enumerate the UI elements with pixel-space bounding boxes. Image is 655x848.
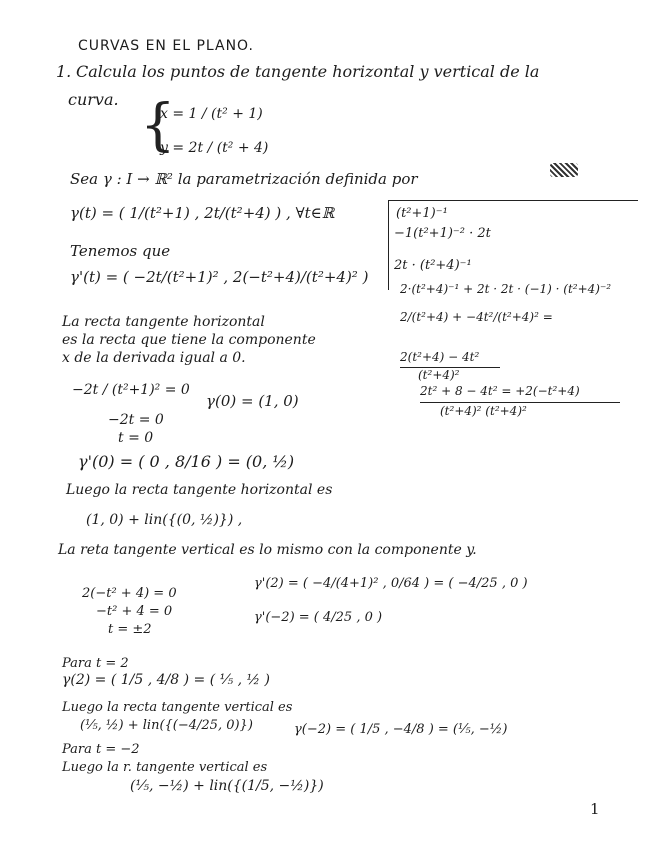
- eq-gamma-2: γ(2) = ( 1/5 , 4/8 ) = ( ⅕ , ½ ): [62, 672, 271, 688]
- eq-x-zero: −2t / (t²+1)² = 0: [72, 382, 190, 398]
- eq-minus2t: −2t = 0: [108, 412, 164, 428]
- line-vertical-result-2: Luego la r. tangente vertical es: [62, 760, 268, 775]
- line-gamma: γ(t) = ( 1/(t²+1) , 2t/(t²+4) ) , ∀t∈ℝ: [70, 204, 335, 222]
- eq-gamma-prime-0: γ'(0) = ( 0 , 8/16 ) = (0, ½): [78, 452, 295, 471]
- line-tenemos: Tenemos que: [70, 242, 171, 260]
- line-horizontal-2: es la recta que tiene la componente: [62, 332, 316, 348]
- line-derivative: γ'(t) = ( −2t/(t²+1)² , 2(−t²+4)/(t²+4)² ): [70, 268, 369, 286]
- side-calc-7: (t²+4)²: [418, 368, 460, 382]
- line-para-t2: Para t = 2: [62, 656, 129, 671]
- side-final-fraction-bar: [420, 402, 620, 403]
- side-box-left-rule: [388, 200, 389, 290]
- vertical-tangent-line-2: (⅕, −½) + lin({(1/5, −½)}): [130, 778, 324, 794]
- line-vertical: La reta tangente vertical es lo mismo con la componente y.: [58, 542, 477, 558]
- line-horizontal-3: x de la derivada igual a 0.: [62, 350, 246, 366]
- page-title: CURVAS EN EL PLANO.: [78, 38, 254, 54]
- eq-t-zero: t = 0: [118, 430, 154, 446]
- side-calc-8: 2t² + 8 − 4t² = +2(−t²+4): [420, 384, 580, 398]
- line-horizontal-result: Luego la recta tangente horizontal es: [66, 482, 333, 498]
- crossed-out-scribble: [550, 163, 578, 177]
- vertical-tangent-line-1: (⅕, ½) + lin({(−4/25, 0)}): [80, 718, 253, 733]
- page-number: 1: [590, 800, 600, 818]
- eq-y-zero: 2(−t² + 4) = 0: [82, 586, 177, 601]
- problem-statement-line2: curva.: [68, 90, 119, 109]
- side-calc-6: 2(t²+4) − 4t²: [400, 350, 480, 364]
- problem-number: 1.: [56, 62, 72, 81]
- eq-t2: −t² + 4 = 0: [96, 604, 173, 619]
- system-y: y = 2t / (t² + 4): [160, 140, 269, 156]
- eq-gamma-prime-2: γ'(2) = ( −4/(4+1)² , 0/64 ) = ( −4/25 , 0 ): [254, 576, 528, 591]
- problem-statement-line1: Calcula los puntos de tangente horizontal y vertical de la: [76, 62, 540, 81]
- eq-gamma-minus2: γ(−2) = ( 1/5 , −4/8 ) = (⅕, −½): [294, 722, 508, 737]
- system-brace: {: [140, 93, 176, 158]
- side-calc-4: 2·(t²+4)⁻¹ + 2t · 2t · (−1) · (t²+4)⁻²: [400, 282, 612, 296]
- line-vertical-result-1: Luego la recta tangente vertical es: [62, 700, 293, 715]
- side-calc-5: 2/(t²+4) + −4t²/(t²+4)² =: [400, 310, 553, 324]
- line-horizontal-1: La recta tangente horizontal: [62, 314, 265, 330]
- side-box-top-rule: [388, 200, 638, 201]
- side-calc-3: 2t · (t²+4)⁻¹: [394, 258, 472, 273]
- line-para-tminus2: Para t = −2: [62, 742, 140, 757]
- horizontal-tangent-line: (1, 0) + lin({(0, ½)}) ,: [86, 512, 243, 528]
- eq-gamma-prime-minus2: γ'(−2) = ( 4/25 , 0 ): [254, 610, 383, 625]
- side-calc-9: (t²+4)² (t²+4)²: [440, 404, 527, 418]
- line-parametrization: Sea γ : I → ℝ² la parametrización definida por: [70, 170, 418, 188]
- eq-gamma-0: γ(0) = (1, 0): [206, 392, 299, 410]
- side-calc-2: −1(t²+1)⁻² · 2t: [394, 226, 491, 241]
- side-calc-1: (t²+1)⁻¹: [396, 206, 448, 221]
- system-x: x = 1 / (t² + 1): [160, 106, 263, 122]
- eq-t-pm2: t = ±2: [108, 622, 152, 637]
